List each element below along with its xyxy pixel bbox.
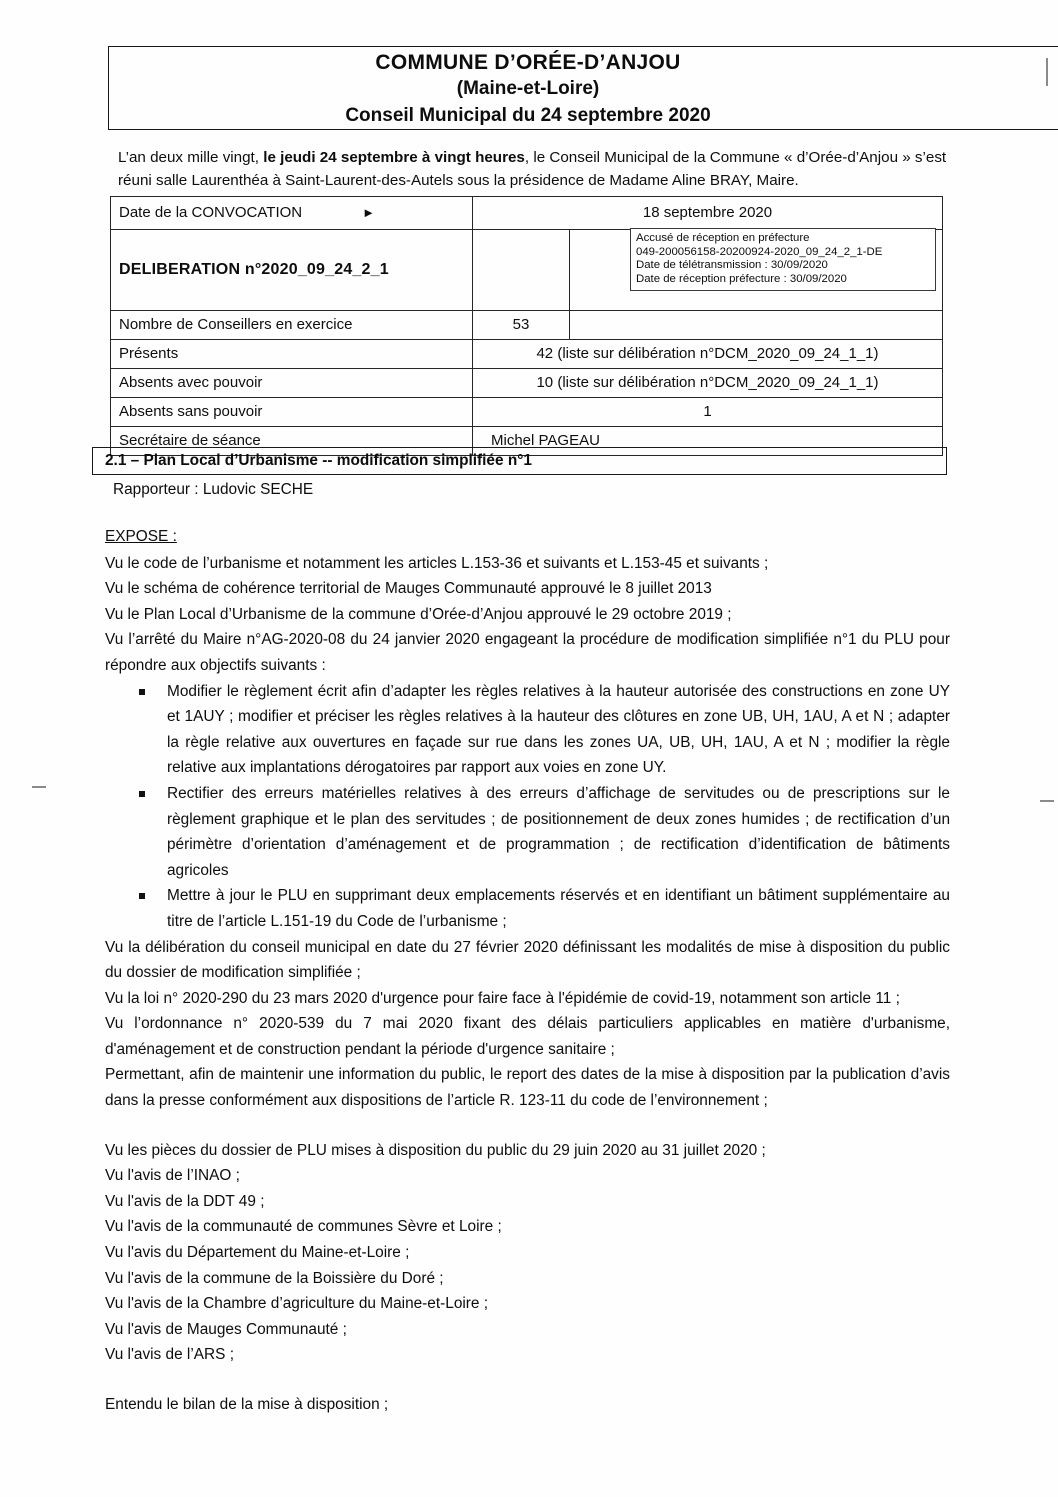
conseillers-value: 53 — [473, 311, 570, 340]
expose-paragraph: Vu l’arrêté du Maire n°AG-2020-08 du 24 janvier 2020 engageant la procédure de modification simplifiée n°1 du PLU pour répondre aux objectifs suivants : — [105, 631, 950, 674]
title-divider — [108, 129, 1058, 130]
stamp-line-2: 049-200056158-20200924-2020_09_24_2_1-DE — [636, 245, 883, 258]
list-item — [105, 883, 950, 934]
paragraph-spacer — [105, 1368, 950, 1392]
avis-item: Vu l'avis de l’ARS ; — [105, 1346, 234, 1364]
avis-item: Vu l'avis de la Chambre d’agriculture du Maine-et-Loire ; — [105, 1295, 489, 1313]
expose-paragraph: Vu la délibération du conseil municipal en date du 27 février 2020 définissant les modalités de mise à disposition du public du dossier de modification simplifiée ; — [105, 938, 950, 982]
document-body — [105, 524, 950, 1418]
list-item-text: Rectifier des erreurs matérielles relatives à des erreurs d’affichage de servitudes ou de prescriptions sur le règlement graphique et le plan des servitudes ; de positionnement de deux zones humides ; de rectification d’un périmètre d’orientation d’aménagement et de programmation ; de rectification d’identification de bâtiments agricoles — [167, 784, 950, 879]
objectives-list — [105, 679, 950, 935]
page-title — [108, 50, 948, 129]
absents-sans-label: Absents sans pouvoir — [111, 398, 473, 427]
secretaire-label: Secrétaire de séance — [111, 427, 473, 456]
avis-item: Vu l'avis de la commune de la Boissière du Doré ; — [105, 1269, 444, 1287]
rapporteur-line: Rapporteur : Ludovic SECHE — [113, 481, 314, 498]
avis-item: Vu les pièces du dossier de PLU mises à disposition du public du 29 juin 2020 au 31 juillet 2020 ; — [105, 1141, 766, 1159]
secretaire-value: Michel PAGEAU — [473, 427, 943, 456]
bullet-square-icon — [139, 791, 145, 797]
convocation-value-cell: 18 septembre 2020 — [473, 197, 943, 230]
table-row — [111, 369, 943, 398]
expose-paragraph: Vu la loi n° 2020-290 du 23 mars 2020 d'urgence pour faire face à l'épidémie de covid-19, notamment son article 11 ; — [105, 989, 900, 1007]
avis-list — [105, 1138, 950, 1368]
table-row — [111, 197, 943, 230]
avis-item: Vu l'avis de la DDT 49 ; — [105, 1192, 265, 1210]
expose-paragraph: Vu le schéma de cohérence territorial de Mauges Communauté approuvé le 8 juillet 2013 — [105, 580, 712, 598]
list-item-text: Modifier le règlement écrit afin d’adapter les règles relatives à la hauteur autorisée des constructions en zone UY et 1AUY ; modifier et préciser les règles relatives à la hauteur des clôtures en zone UB, UH, 1AU, A et N ; adapter la règle relative aux ouvertures en façade sur rue dans les zones UA, UB, UH, 1AU, A et N ; modifier la règle relative aux implantations dérogatoires par rapport aux voies en zone UY. — [167, 682, 950, 777]
stamp-line-3: Date de télétransmission : 30/09/2020 — [636, 259, 828, 271]
table-row — [111, 398, 943, 427]
list-item — [105, 679, 950, 781]
list-item-text: Mettre à jour le PLU en supprimant deux emplacements réservés et en identifiant un bâtiment supplémentaire au titre de l’article L.151-19 du Code de l’urbanisme ; — [167, 887, 950, 930]
intro-bold: le jeudi 24 septembre à vingt heures — [263, 149, 525, 166]
stamp-line-1: Accusé de réception en préfecture — [636, 232, 810, 244]
presents-label: Présents — [111, 340, 473, 369]
absents-sans-value: 1 — [473, 398, 943, 427]
avis-item: Vu l'avis de Mauges Communauté ; — [105, 1320, 347, 1338]
table-row — [111, 340, 943, 369]
departement-title: (Maine-et-Loire) — [456, 78, 600, 99]
intro-part1: L’an deux mille vingt, — [118, 149, 264, 166]
deliberation-label: DELIBERATION n°2020_09_24_2_1 — [111, 230, 473, 311]
paragraph-spacer — [105, 1114, 950, 1138]
deliberation-mid-cell — [473, 230, 570, 311]
expose-paragraph: Vu le code de l’urbanisme et notamment les articles L.153-36 et suivants et L.153-45 et suivants ; — [105, 554, 769, 572]
presents-value: 42 (liste sur délibération n°DCM_2020_09_24_1_1) — [473, 340, 943, 369]
avis-item: Vu l'avis de l’INAO ; — [105, 1167, 240, 1185]
prefecture-receipt-stamp — [630, 228, 936, 291]
expose-paragraph: Vu l’ordonnance n° 2020-539 du 7 mai 2020 fixant des délais particuliers applicables en matière d'urbanisme, d'aménagement et de construction pendant la période d'urgence sanitaire ; — [105, 1015, 950, 1058]
table-row — [111, 311, 943, 340]
avis-item: Vu l'avis de la communauté de communes Sèvre et Loire ; — [105, 1218, 502, 1236]
convocation-label: Date de la CONVOCATION — [119, 204, 303, 221]
list-item — [105, 781, 950, 883]
expose-paragraph: Permettant, afin de maintenir une information du public, le report des dates de la mise à disposition par la publication d’avis dans la presse conformément aux dispositions de l’article R. 123-11 du code de l’environnement ; — [105, 1066, 950, 1110]
commune-title: COMMUNE D’ORÉE-D’ANJOU — [375, 51, 681, 74]
bullet-square-icon — [139, 689, 145, 695]
convocation-label-cell — [111, 197, 473, 230]
scan-mark — [32, 786, 46, 788]
section-title: 2.1 – Plan Local d’Urbanisme -- modification simplifiée n°1 — [105, 452, 532, 469]
closing-line: Entendu le bilan de la mise à disposition ; — [105, 1396, 389, 1413]
intro-part2: , le Conseil Municipal de la Commune « d’Orée-d’Anjou » s’est réuni salle Laurenthéa à Saint-Laurent-des-Autels sous la présidence de Madame Aline BRAY, Maire. — [118, 149, 947, 189]
conseillers-label: Nombre de Conseillers en exercice — [111, 311, 473, 340]
arrow-icon: ► — [362, 205, 375, 220]
expose-paragraph: Vu le Plan Local d’Urbanisme de la commune d’Orée-d’Anjou approuvé le 29 octobre 2019 ; — [105, 605, 732, 623]
absents-pouvoir-value: 10 (liste sur délibération n°DCM_2020_09_24_1_1) — [473, 369, 943, 398]
seance-title: Conseil Municipal du 24 septembre 2020 — [345, 105, 711, 126]
avis-item: Vu l'avis du Département du Maine-et-Loire ; — [105, 1244, 410, 1262]
intro-paragraph — [118, 146, 948, 192]
scan-mark — [1040, 800, 1054, 802]
expose-heading: EXPOSE : — [105, 528, 177, 545]
absents-pouvoir-label: Absents avec pouvoir — [111, 369, 473, 398]
conseillers-empty-cell — [570, 311, 943, 340]
stamp-line-4: Date de réception préfecture : 30/09/2020 — [636, 272, 847, 285]
bullet-square-icon — [139, 893, 145, 899]
